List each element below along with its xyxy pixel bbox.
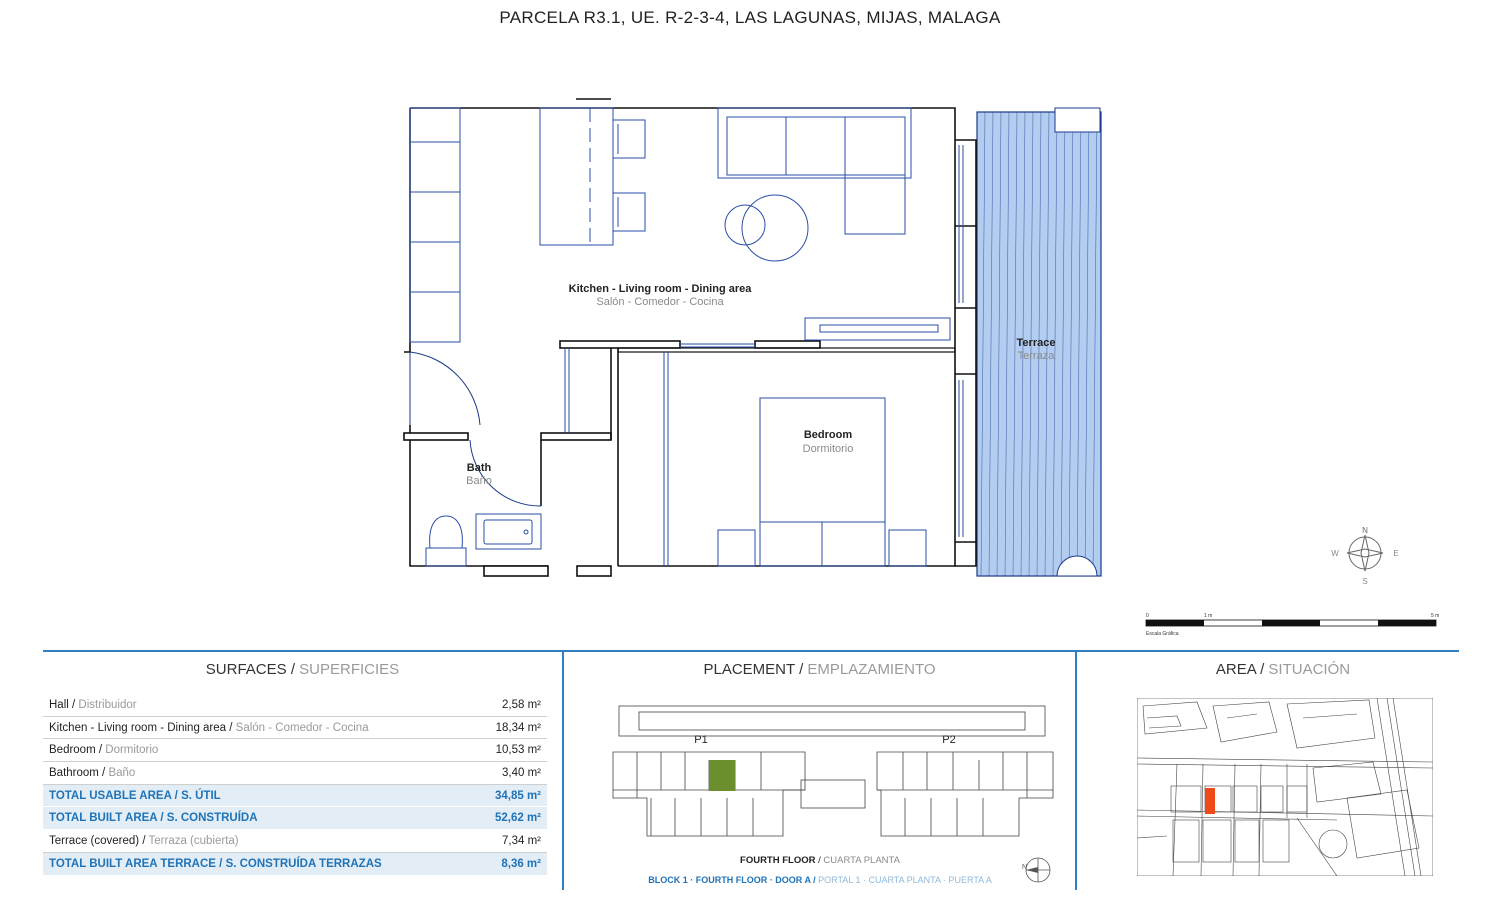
svg-text:N: N: [1362, 526, 1368, 535]
portal-label-p2: P2: [942, 734, 956, 746]
room-label-bath: Bath: [466, 462, 492, 474]
table-row: Kitchen - Living room - Dining area / Salón - Comedor - Cocina 18,34 m²: [43, 717, 547, 740]
placement-title: PLACEMENT / EMPLAZAMIENTO: [703, 661, 936, 678]
room-label-bedroom: Bedroom: [803, 429, 853, 441]
portal-label-p1: P1: [694, 734, 708, 746]
svg-text:W: W: [1331, 549, 1339, 558]
table-row: Bathroom / Baño 3,40 m²: [43, 762, 547, 785]
room-label-living-es: Salón - Comedor - Cocina: [596, 296, 724, 308]
placement-door-label: BLOCK 1 · FOURTH FLOOR · DOOR A / PORTAL 1 · CUARTA PLANTA · PUERTA A: [648, 875, 992, 885]
room-label-terrace: Terrace: [1016, 337, 1056, 349]
svg-text:N: N: [1022, 864, 1028, 871]
surfaces-table: [43, 694, 547, 876]
site-map: [1137, 698, 1433, 876]
svg-text:S: S: [1362, 577, 1368, 586]
area-title: AREA / SITUACIÓN: [1215, 661, 1351, 678]
placement-plan: [605, 700, 1065, 850]
scale-bar: [1146, 613, 1439, 637]
room-label-terrace-es: Terraza: [1017, 350, 1055, 362]
svg-text:1 m: 1 m: [1204, 613, 1213, 619]
room-label-bath-es: Baño: [466, 475, 492, 487]
table-row-total: TOTAL BUILT AREA TERRACE / S. CONSTRUÍDA TERRAZAS 8,36 m²: [43, 853, 547, 876]
site-marker: [1205, 788, 1215, 814]
table-row: Terrace (covered) / Terraza (cubierta) 7,34 m²: [43, 830, 547, 853]
table-row: Hall / Distribuidor 2,58 m²: [43, 694, 547, 717]
table-row: Bedroom / Dormitorio 10,53 m²: [43, 739, 547, 762]
compass-icon: [1331, 526, 1398, 586]
surfaces-title: SURFACES / SUPERFICIES: [205, 661, 400, 678]
section-divider: [43, 650, 1459, 652]
table-row-total: TOTAL BUILT AREA / S. CONSTRUÍDA 52,62 m²: [43, 807, 547, 830]
column-divider: [1075, 652, 1077, 890]
room-label-living: Kitchen - Living room - Dining area: [568, 283, 752, 295]
placement-floor-label: FOURTH FLOOR / CUARTA PLANTA: [740, 855, 900, 866]
svg-text:E: E: [1393, 549, 1399, 558]
svg-text:5 m: 5 m: [1431, 613, 1440, 619]
unit-highlight: [709, 760, 735, 791]
svg-text:Escala Gráfica: Escala Gráfica: [1146, 631, 1179, 637]
table-row-total: TOTAL USABLE AREA / S. ÚTIL 34,85 m²: [43, 785, 547, 808]
room-label-bedroom-es: Dormitorio: [802, 443, 854, 455]
column-divider: [562, 652, 564, 890]
page-title: PARCELA R3.1, UE. R-2-3-4, LAS LAGUNAS, MIJAS, MALAGA: [499, 8, 1001, 27]
svg-text:0: 0: [1146, 613, 1149, 619]
